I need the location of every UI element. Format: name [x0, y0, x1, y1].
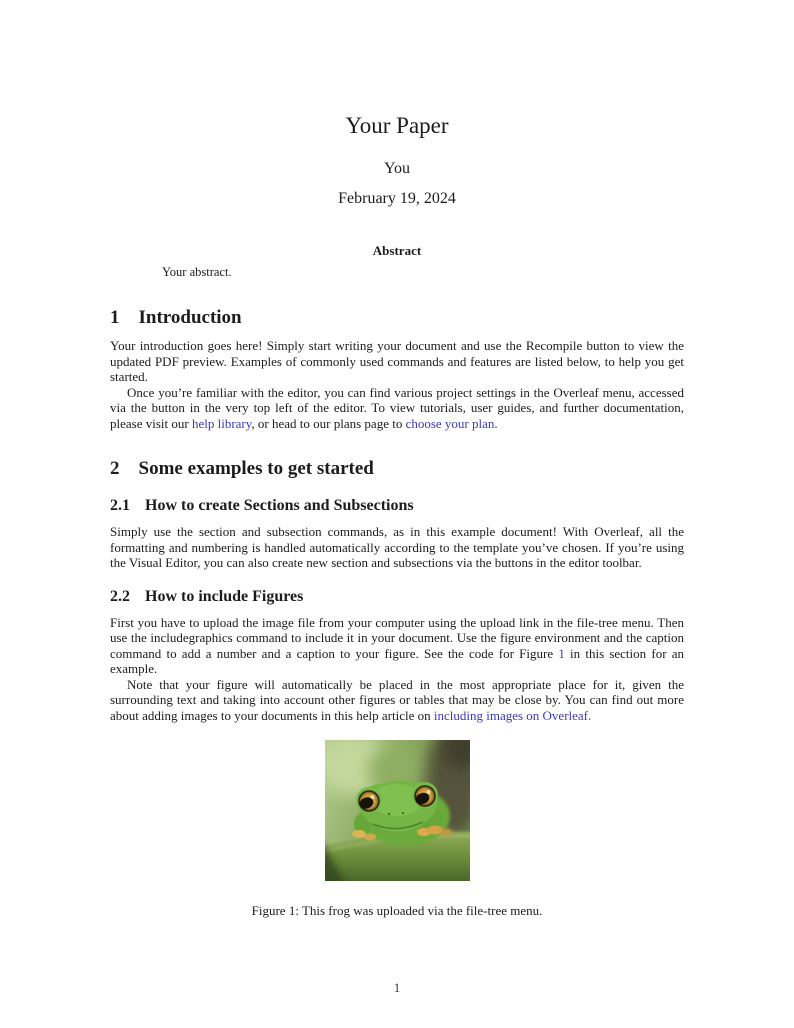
section-heading-introduction — [110, 307, 684, 329]
frog-photo-image — [325, 740, 470, 881]
section-title: Some examples to get started — [138, 458, 374, 479]
text-segment: Once you’re familiar with the editor, you can find various project settings in the Overleaf menu, accessed via the button in the very top left of the editor. To view tutorials, user guides, and further documentation, please visit our — [110, 384, 684, 431]
subsection-number: 2.2 — [110, 587, 130, 605]
choose-your-plan-link[interactable]: choose your plan — [405, 415, 495, 431]
figures-paragraph-1 — [110, 615, 684, 677]
paper-date: February 19, 2024 — [338, 190, 456, 207]
figures-paragraph-2 — [110, 677, 684, 724]
text-segment: . — [494, 415, 498, 431]
subsection-number: 2.1 — [110, 497, 130, 514]
text-segment: First you have to upload the image file from your computer using the upload link in the file-tree menu. Then use the includegraphics command to include it in your document. Use the figure environment and the caption command to add a number and a caption to your figure. See the code for Figure — [110, 614, 684, 661]
intro-paragraph-2 — [110, 385, 684, 432]
figure-1 — [110, 740, 684, 919]
paper-author: You — [384, 160, 410, 177]
section-heading-examples — [110, 458, 684, 480]
page-number: 1 — [393, 980, 401, 995]
sections-paragraph: Simply use the section and subsection commands, as in this example document! With Overleaf, all the formatting and numbering is handled automatically according to the template you’ve chosen. If you’re using the Visual Editor, you can also create new section and subsections via the buttons in the editor toolbar. — [110, 524, 684, 570]
help-library-link[interactable]: help library — [191, 415, 252, 431]
abstract-heading: Abstract — [372, 243, 422, 258]
section-title: Introduction — [138, 307, 242, 328]
intro-paragraph-1: Your introduction goes here! Simply start writing your document and use the Recompile button to view the updated PDF preview. Examples of commonly used commands and features are listed below, to help you get started. — [110, 338, 684, 384]
abstract-text: Your abstract. — [162, 265, 232, 279]
subsection-heading-figures — [110, 587, 684, 606]
text-segment: Note that your figure will automatically be placed in the most appropriate place for it, given the surrounding text and taking into account other figures or tables that may be close by. You can find out more about adding images to your documents in this help article on — [110, 676, 684, 723]
paper-title: Your Paper — [345, 113, 449, 138]
figure-1-reference-link[interactable]: 1 — [558, 645, 565, 661]
subsection-title: How to create Sections and Subsections — [145, 497, 414, 514]
including-images-link[interactable]: including images on Overleaf. — [433, 707, 592, 723]
section-number: 2 — [110, 458, 120, 479]
text-segment: , or head to our plans page to — [251, 415, 406, 431]
subsection-heading-sections — [110, 496, 684, 515]
section-number: 1 — [110, 307, 120, 328]
text-segment: in this section for an example. — [110, 645, 685, 676]
paper-page — [110, 0, 684, 919]
figure-caption: Figure 1: This frog was uploaded via the file-tree menu. — [251, 903, 543, 918]
subsection-title: How to include Figures — [145, 587, 304, 605]
